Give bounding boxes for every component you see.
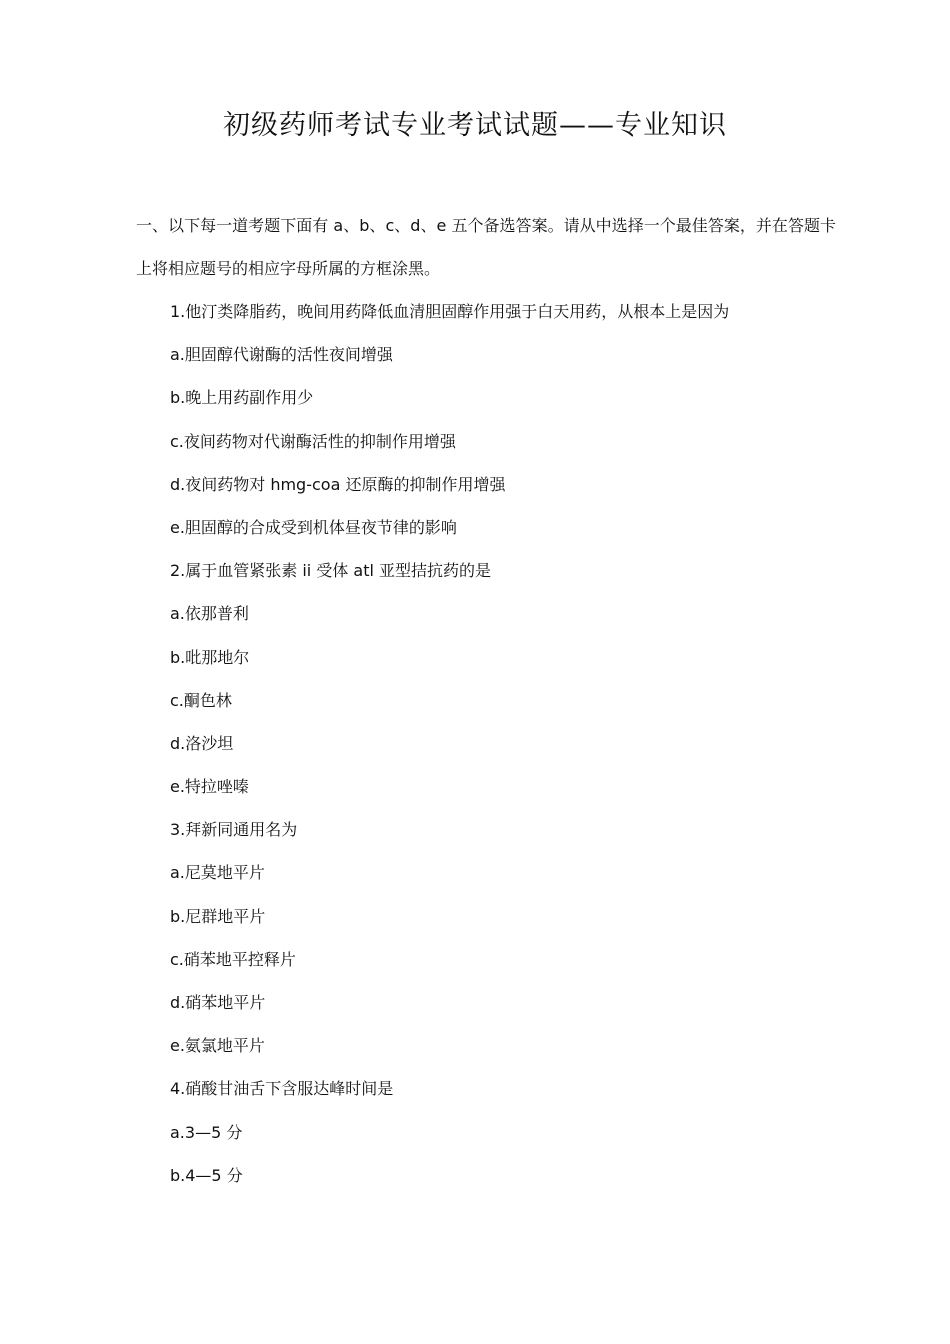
answer-option: b.尼群地平片	[170, 906, 266, 926]
answer-option: d.夜间药物对 hmg-coa 还原酶的抑制作用增强	[170, 474, 506, 494]
answer-option: c.酮色林	[170, 690, 232, 710]
answer-option: a.3—5 分	[170, 1122, 243, 1142]
question-stem: 2.属于血管紧张素 ii 受体 atl 亚型拮抗药的是	[170, 561, 492, 581]
answer-option: a.尼莫地平片	[170, 863, 265, 883]
answer-option: c.夜间药物对代谢酶活性的抑制作用增强	[170, 431, 456, 451]
answer-option: c.硝苯地平控释片	[170, 949, 296, 969]
answer-option: e.特拉唑嗪	[170, 777, 249, 797]
answer-option: d.洛沙坦	[170, 733, 234, 753]
question-list	[170, 290, 830, 1197]
answer-option: a.胆固醇代谢酶的活性夜间增强	[170, 345, 393, 365]
question-stem: 1.他汀类降脂药，晚间用药降低血清胆固醇作用强于白天用药，从根本上是因为	[170, 302, 730, 321]
answer-option: e.氨氯地平片	[170, 1036, 265, 1056]
answer-option: b.4—5 分	[170, 1165, 243, 1185]
answer-option: a.依那普利	[170, 604, 249, 624]
answer-option: d.硝苯地平片	[170, 993, 266, 1012]
answer-option: b.晚上用药副作用少	[170, 388, 314, 408]
question-stem: 3.拜新同通用名为	[170, 820, 298, 840]
question-stem: 4.硝酸甘油舌下含服达峰时间是	[170, 1079, 394, 1099]
answer-option: b.吡那地尔	[170, 647, 250, 667]
document-title: 初级药师考试专业考试试题——专业知识	[223, 110, 727, 141]
answer-option: e.胆固醇的合成受到机体昼夜节律的影响	[170, 517, 457, 537]
section-instruction: 一、以下每一道考题下面有 a、b、c、d、e 五个备选答案。请从中选择一个最佳答案，并在答题卡上将相应题号的相应字母所属的方框涂黑。	[136, 216, 836, 278]
